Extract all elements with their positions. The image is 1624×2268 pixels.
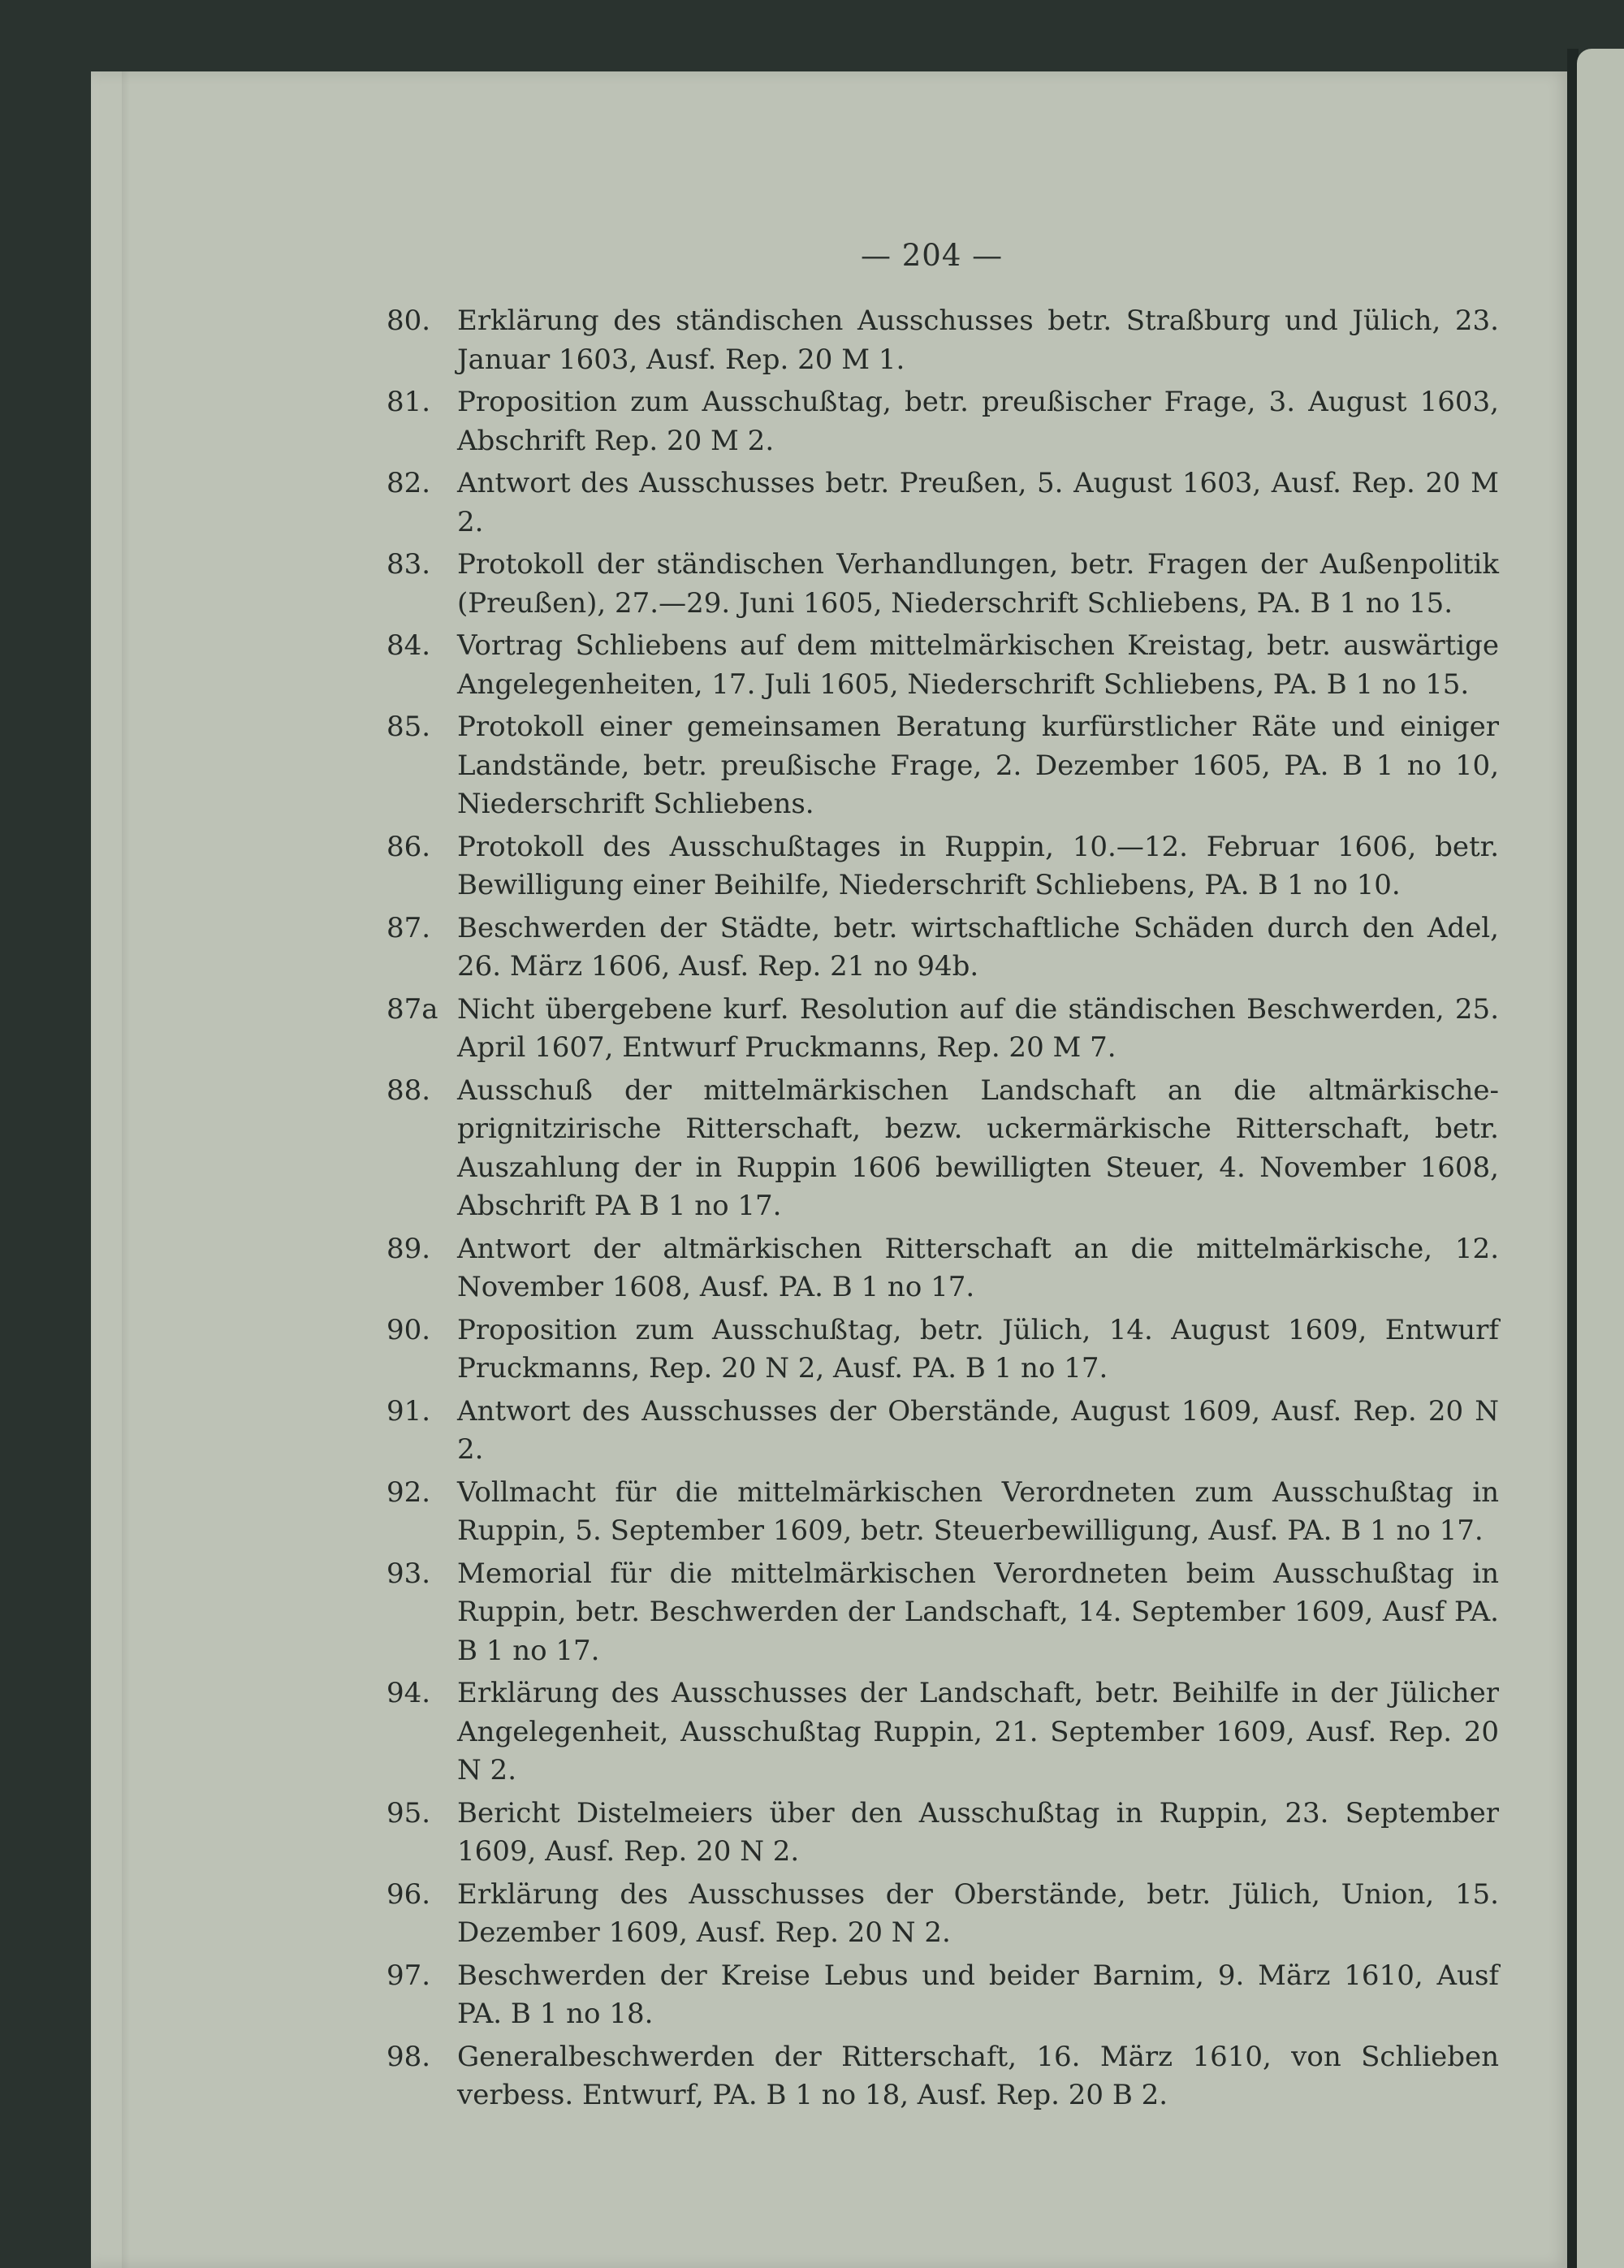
list-item	[387, 1555, 1499, 1671]
entry-text: Generalbeschwerden der Ritterschaft, 16. März 1610, von Schlieben verbess. Entwurf, PA. B 1 no 18, Ausf. Rep. 20 B 2.	[457, 2040, 1499, 2111]
entry-text: Memorial für die mittelmärkischen Verordneten beim Ausschußtag in Ruppin, betr. Beschwerden der Landschaft, 14. September 1609, Ausf PA. B 1 no 17.	[457, 1557, 1499, 1667]
list-item	[387, 1876, 1499, 1953]
entry-text: Erklärung des Ausschusses der Landschaft, betr. Beihilfe in der Jülicher Angelegenheit, Ausschußtag Ruppin, 21. September 1609, Ausf. Rep. 20 N 2.	[457, 1677, 1499, 1786]
entry-text: Protokoll der ständischen Verhandlungen, betr. Fragen der Außenpolitik (Preußen), 27.—29. Juni 1605, Niederschrift Schliebens, PA. B 1 no 15.	[457, 548, 1499, 620]
list-item	[387, 627, 1499, 704]
page-binding-shadow	[122, 71, 130, 2268]
adjacent-page-edge	[1577, 49, 1624, 2268]
entry-number: 95.	[387, 1796, 431, 1830]
list-item	[387, 1230, 1499, 1307]
entry-text: Protokoll des Ausschußtages in Ruppin, 10.—12. Februar 1606, betr. Bewilligung einer Beihilfe, Niederschrift Schliebens, PA. B 1 no 10.	[457, 830, 1499, 901]
entry-text: Proposition zum Ausschußtag, betr. preußischer Frage, 3. August 1603, Abschrift Rep. 20 M 2.	[457, 386, 1499, 457]
entry-text: Beschwerden der Kreise Lebus und beider Barnim, 9. März 1610, Ausf PA. B 1 no 18.	[457, 1959, 1499, 2030]
list-item	[387, 1474, 1499, 1551]
list-item	[387, 2038, 1499, 2115]
entry-number: 97.	[387, 1959, 431, 1992]
entry-number: 83.	[387, 548, 431, 581]
list-item	[387, 828, 1499, 905]
list-item	[387, 546, 1499, 623]
list-item	[387, 1957, 1499, 2034]
entry-text: Nicht übergebene kurf. Resolution auf die ständischen Beschwerden, 25. April 1607, Entwurf Pruckmanns, Rep. 20 M 7.	[457, 992, 1499, 1064]
entry-text: Erklärung des ständischen Ausschusses betr. Straßburg und Jülich, 23. Januar 1603, Ausf. Rep. 20 M 1.	[457, 305, 1499, 376]
entry-text: Antwort der altmärkischen Ritterschaft an die mittelmärkische, 12. November 1608, Ausf. PA. B 1 no 17.	[457, 1232, 1499, 1303]
entry-number: 85.	[387, 711, 431, 743]
entry-number: 80.	[387, 305, 431, 337]
list-item	[387, 1674, 1499, 1791]
entry-number: 90.	[387, 1313, 431, 1346]
entry-number: 88.	[387, 1074, 431, 1107]
entry-number: 89.	[387, 1232, 431, 1265]
entry-number: 98.	[387, 2040, 431, 2073]
entry-number: 91.	[387, 1394, 431, 1428]
entry-text: Ausschuß der mittelmärkischen Landschaft an die altmärkische-prignitzirische Ritterschaft, bezw. uckermärkische Ritterschaft, betr. Auszahlung der in Ruppin 1606 bewilligten Steuer, 4. November 1608, Abschrift PA B 1 no 17.	[457, 1074, 1499, 1222]
entry-number: 96.	[387, 1877, 431, 1911]
entry-text: Vortrag Schliebens auf dem mittelmärkischen Kreistag, betr. auswärtige Angelegenheiten, 17. Juli 1605, Niederschrift Schliebens, PA. B 1 no 15.	[457, 629, 1499, 701]
list-item	[387, 464, 1499, 542]
list-item	[387, 708, 1499, 824]
entry-text: Antwort des Ausschusses betr. Preußen, 5. August 1603, Ausf. Rep. 20 M 2.	[457, 467, 1499, 538]
entry-number: 82.	[387, 467, 431, 499]
entry-number: 92.	[387, 1475, 431, 1509]
list-item	[387, 1393, 1499, 1470]
entry-number: 81.	[387, 386, 431, 418]
entry-text: Vollmacht für die mittelmärkischen Verordneten zum Ausschußtag in Ruppin, 5. September 1609, betr. Steuerbewilligung, Ausf. PA. B 1 no 17.	[457, 1475, 1499, 1547]
list-item	[387, 383, 1499, 460]
entry-number: 86.	[387, 830, 431, 863]
list-item	[387, 991, 1499, 1068]
entry-text: Antwort des Ausschusses der Oberstände, August 1609, Ausf. Rep. 20 N 2.	[457, 1394, 1499, 1466]
entry-text: Beschwerden der Städte, betr. wirtschaftliche Schäden durch den Adel, 26. März 1606, Ausf. Rep. 21 no 94b.	[457, 911, 1499, 983]
entry-number: 84.	[387, 629, 431, 662]
entry-number: 87a	[387, 992, 438, 1026]
entry-text: Erklärung des Ausschusses der Oberstände, betr. Jülich, Union, 15. Dezember 1609, Ausf. Rep. 20 N 2.	[457, 1877, 1499, 1949]
list-item	[387, 1311, 1499, 1389]
list-item	[387, 302, 1499, 379]
page-number: — 204 —	[861, 238, 1004, 273]
entry-number: 94.	[387, 1677, 431, 1709]
entry-number: 93.	[387, 1557, 431, 1590]
entry-number: 87.	[387, 911, 431, 944]
document-entry-list	[387, 302, 1499, 2119]
list-item	[387, 1795, 1499, 1872]
entry-text: Bericht Distelmeiers über den Ausschußtag in Ruppin, 23. September 1609, Ausf. Rep. 20 N 2.	[457, 1796, 1499, 1868]
entry-text: Proposition zum Ausschußtag, betr. Jülich, 14. August 1609, Entwurf Pruckmanns, Rep. 20 N 2, Ausf. PA. B 1 no 17.	[457, 1313, 1499, 1385]
entry-text: Protokoll einer gemeinsamen Beratung kurfürstlicher Räte und einiger Landstände, betr. preußische Frage, 2. Dezember 1605, PA. B 1 no 10, Niederschrift Schliebens.	[457, 711, 1499, 820]
list-item	[387, 909, 1499, 987]
list-item	[387, 1072, 1499, 1226]
